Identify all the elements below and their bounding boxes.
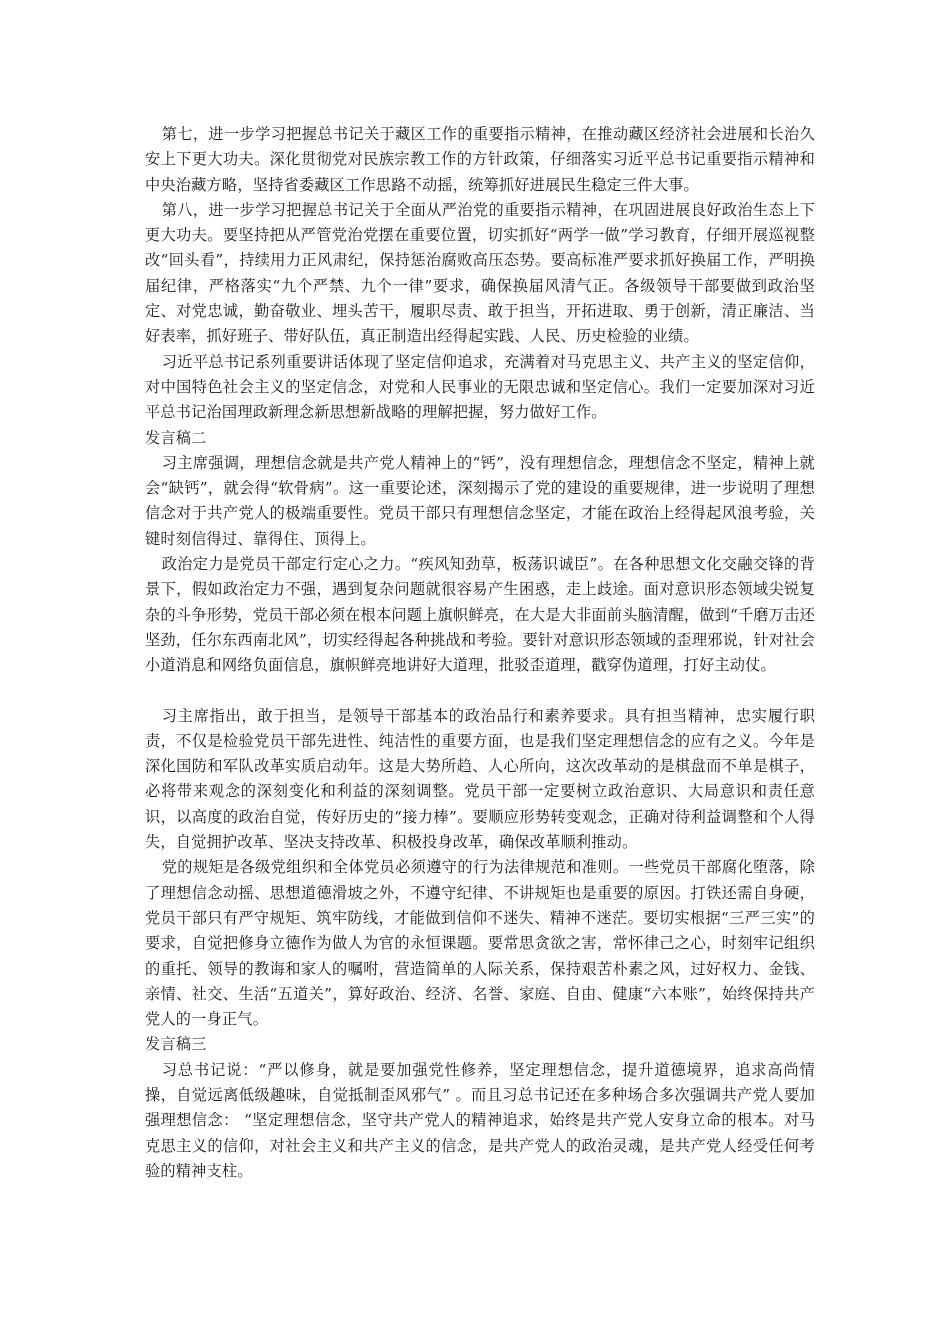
document-page <box>145 122 815 1184</box>
paragraph: 党的规矩是各级党组织和全体党员必须遵守的行为法律规范和准则。一些党员干部腐化堕落，除了理想信念动摇、思想道德滑坡之外，不遵守纪律、不讲规矩也是重要的原因。打铁还需自身硬，党员干部只有严守规矩、筑牢防线，才能做到信仰不迷失、精神不迷茫。要切实根据“三严三实”的要求，自觉把修身立德作为做人为官的永恒课题。要常思贪欲之害，常怀律己之心，时刻牢记组织的重托、领导的教诲和家人的嘱咐，营造简单的人际关系，保持艰苦朴素之风，过好权力、金钱、亲情、社交、生活“五道关”，算好政治、经济、名誉、家庭、自由、健康“六本账”，始终保持共产党人的一身正气。 <box>145 858 815 1029</box>
section-heading: 发言稿三 <box>145 1035 207 1054</box>
paragraph: 第八，进一步学习把握总书记关于全面从严治党的重要指示精神，在巩固进展良好政治生态上下更大功夫。要坚持把从严管党治党摆在重要位置，切实抓好“两学一做”学习教育，仔细开展巡视整改“回头看”，持续用力正风肃纪，保持惩治腐败高压态势。要高标准严要求抓好换届工作，严明换届纪律，严格落实“九个严禁、九个一律”要求，确保换届风清气正。各级领导干部要做到政治坚定、对党忠诚，勤奋敬业、埋头苦干，履职尽责、敢于担当，开拓进取、勇于创新，清正廉洁、当好表率，抓好班子、带好队伍，真正制造出经得起实践、人民、历史检验的业绩。 <box>145 200 815 346</box>
paragraph: 习主席强调，理想信念就是共产党人精神上的“钙”，没有理想信念，理想信念不坚定，精神上就会“缺钙”，就会得“软骨病”。这一重要论述，深刻揭示了党的建设的重要规律，进一步说明了理想信念对于共产党人的极端重要性。党员干部只有理想信念坚定，才能在政治上经得起风浪考验，关键时刻信得过、靠得住、顶得上。 <box>145 453 815 548</box>
blank-line <box>145 679 815 704</box>
paragraph: 第七，进一步学习把握总书记关于藏区工作的重要指示精神，在推动藏区经济社会进展和长治久安上下更大功夫。深化贯彻党对民族宗教工作的方针政策，仔细落实习近平总书记重要指示精神和中央治藏方略，坚持省委藏区工作思路不动摇，统筹抓好进展民生稳定三件大事。 <box>145 125 815 194</box>
paragraph: 习近平总书记系列重要讲话体现了坚定信仰追求，充满着对马克思主义、共产主义的坚定信仰，对中国特色社会主义的坚定信念，对党和人民事业的无限忠诚和坚定信心。我们一定要加深对习近平总书记治国理政新理念新思想新战略的理解把握，努力做好工作。 <box>145 352 815 422</box>
paragraph: 习总书记说：“严以修身，就是要加强党性修养，坚定理想信念，提升道德境界，追求高尚情操，自觉远离低级趣味，自觉抵制歪风邪气” 。而且习总书记还在多种场合多次强调共产党人要加强理想信念： “坚定理想信念，坚守共产党人的精神追求，始终是共产党人安身立命的根本。对马克思主义的信仰，对社会主义和共产主义的信念，是共产党人的政治灵魂，是共产党人经受任何考验的精神支柱。 <box>145 1060 815 1180</box>
section-heading: 发言稿二 <box>145 428 207 447</box>
paragraph: 政治定力是党员干部定行定心之力。“疾风知劲草，板荡识诚臣”。在各种思想文化交融交锋的背景下，假如政治定力不强，遇到复杂问题就很容易产生困惑，走上歧途。面对意识形态领域尖锐复杂的斗争形势，党员干部必须在根本问题上旗帜鲜亮，在大是大非面前头脑清醒，做到“千磨万击还坚劲，任尔东西南北风”，切实经得起各种挑战和考验。要针对意识形态领域的歪理邪说，针对社会小道消息和网络负面信息，旗帜鲜亮地讲好大道理，批驳歪道理，戳穿伪道理，打好主动仗。 <box>145 555 815 675</box>
paragraph: 习主席指出，敢于担当，是领导干部基本的政治品行和素养要求。具有担当精神，忠实履行职责，不仅是检验党员干部先进性、纯洁性的重要方面，也是我们坚定理想信念的应有之义。今年是深化国防和军队改革实质启动年。这是大势所趋、人心所向，这次改革动的是棋盘而不单是棋子，必将带来观念的深刻变化和利益的深刻调整。党员干部一定要树立政治意识、大局意识和责任意识，以高度的政治自觉，传好历史的“接力棒”。要顺应形势转变观念，正确对待利益调整和个人得失，自觉拥护改革、坚决支持改革、积极投身改革，确保改革顺利推动。 <box>145 706 815 852</box>
